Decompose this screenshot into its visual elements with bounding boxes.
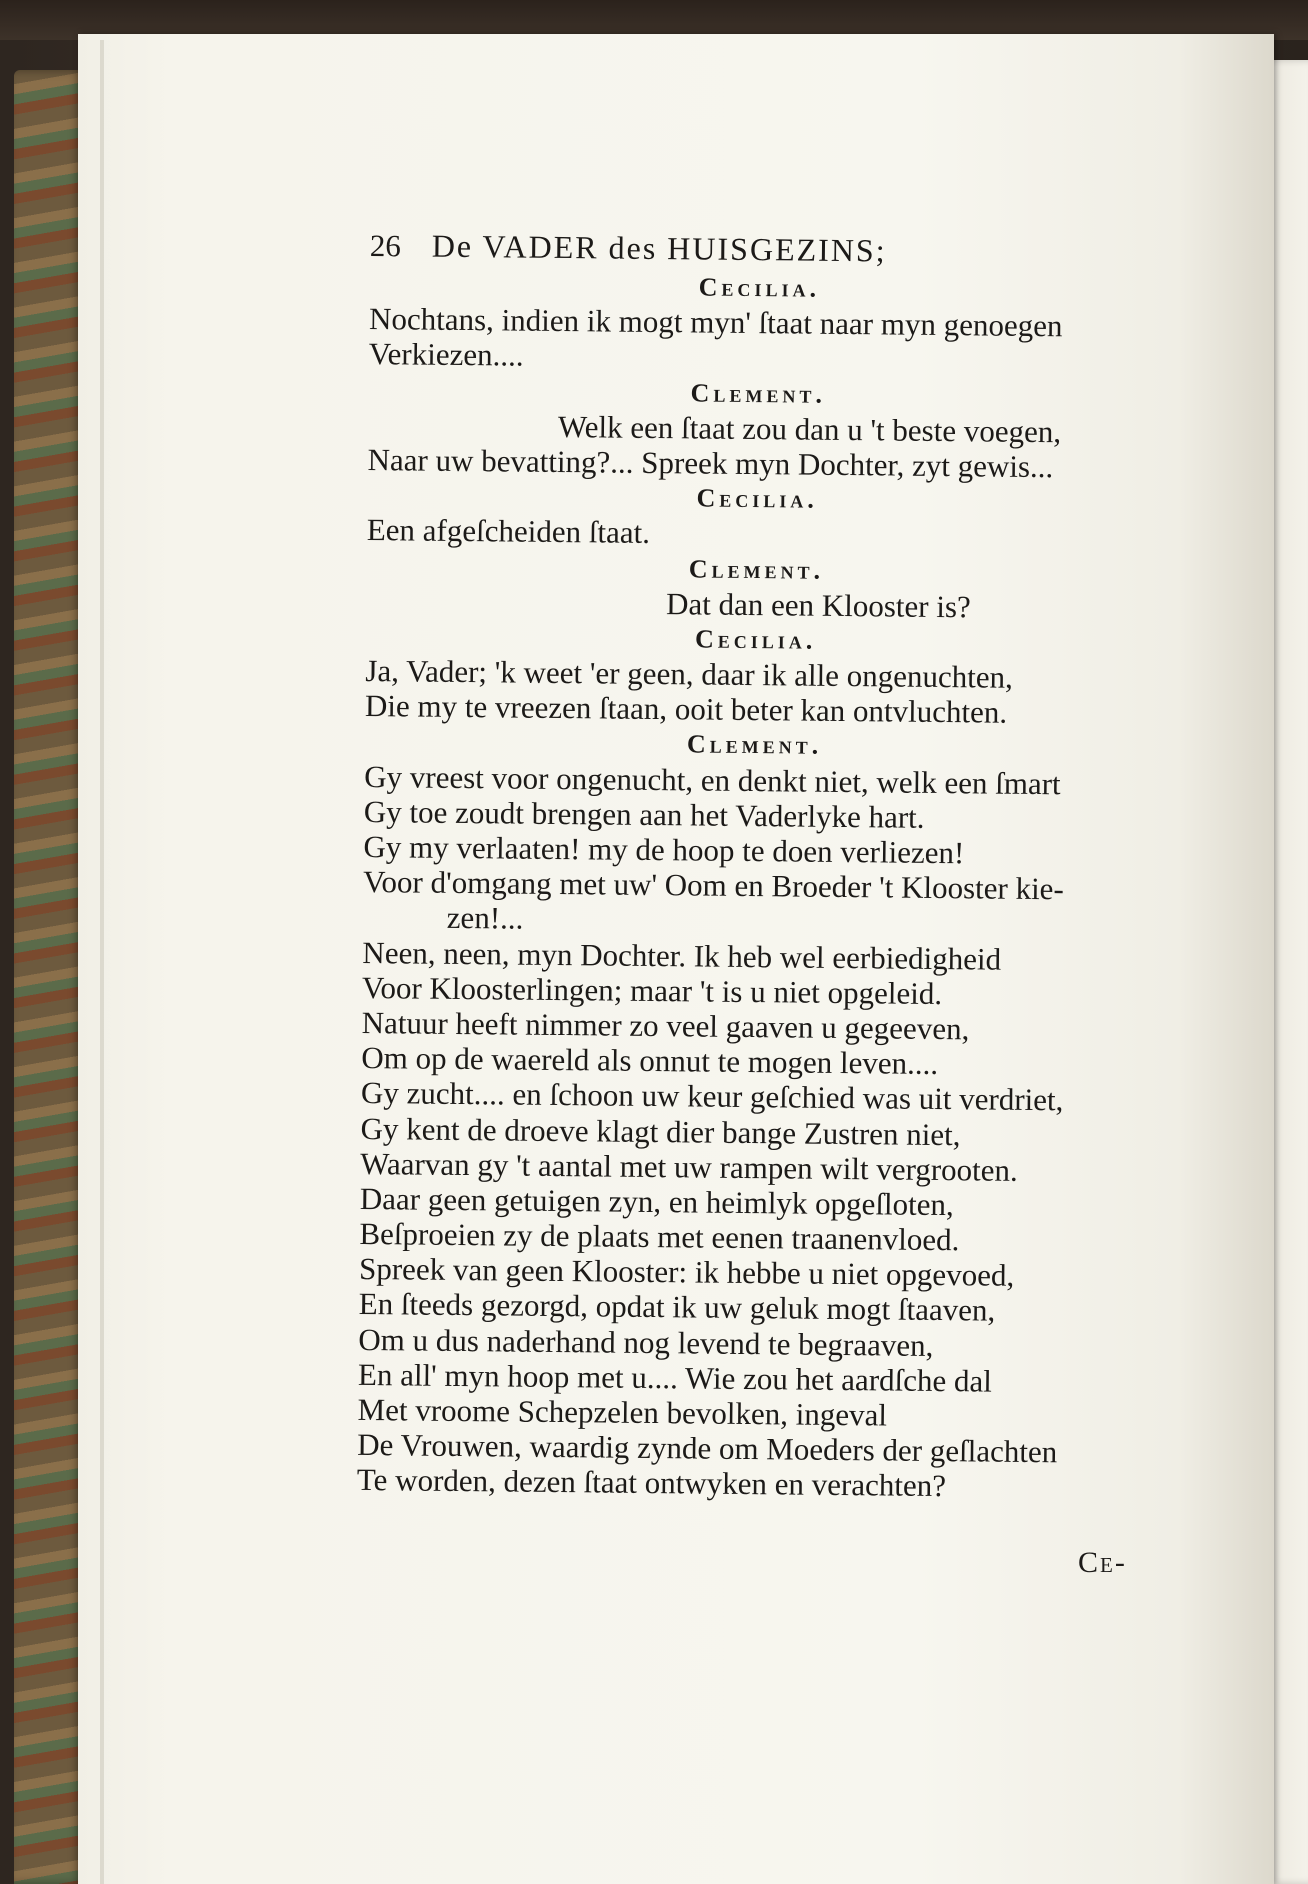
verse-line: Voor Kloosterlingen; maar 't is u niet opgeleid.	[361, 969, 943, 1011]
verse-line: Natuur heeft nimmer zo veel gaaven u gegeeven,	[361, 1004, 970, 1047]
verse-line: Waarvan gy 't aantal met uw rampen wilt vergrooten.	[360, 1145, 1018, 1188]
page-number: 26	[369, 228, 401, 264]
verse-line: Om op de waereld als onnut te mogen leven....	[361, 1040, 939, 1082]
verse-line: Gy zucht.... en ſchoon uw keur geſchied was uit verdriet,	[360, 1075, 1064, 1118]
running-title: De VADER des HUISGEZINS;	[431, 227, 887, 269]
verse-line: zen!...	[446, 900, 524, 937]
catchword: Ce-	[1078, 1546, 1127, 1579]
book-cover-edge	[14, 70, 84, 1884]
verse-line: Daar geen getuigen zyn, en heimlyk opgeſloten,	[359, 1180, 954, 1223]
verse-line: Nochtans, indien ik mogt myn' ſtaat naar myn genoegen	[368, 301, 1063, 344]
verse-line: Om u dus naderhand nog levend te begraaven,	[358, 1321, 934, 1363]
verse-line: Neen, neen, myn Dochter. Ik heb wel eerbiedigheid	[362, 934, 1002, 977]
verse-line: Gy my verlaaten! my de hoop te doen verliezen!	[363, 828, 965, 871]
speaker-name: Clement.	[690, 377, 827, 409]
verse-line: Die my te vreezen ſtaan, ooit beter kan ontvluchten.	[364, 688, 1008, 730]
verse-line: Voor d'omgang met uw' Oom en Broeder 't Klooster kie-	[362, 864, 1064, 907]
verse-line: Met vroome Schepzelen bevolken, ingeval	[357, 1391, 888, 1433]
verse-line: Spreek van geen Klooster: ik hebbe u niet opgevoed,	[358, 1251, 1015, 1294]
verse-line: Gy vreest voor ongenucht, en denkt niet, welk een ſmart	[364, 758, 1061, 801]
verse-line: Beſproeien zy de plaats met eenen traanenvloed.	[359, 1216, 960, 1258]
page-deckle-edge	[100, 40, 104, 1884]
verse-line: Verkiezen....	[368, 336, 524, 373]
verse-line: Ja, Vader; 'k weet 'er geen, daar ik alle ongenuchten,	[365, 653, 1014, 695]
verse-line: De Vrouwen, waardig zynde om Moeders der geſlachten	[357, 1427, 1058, 1470]
verse-line: Dat dan een Klooster is?	[665, 585, 971, 624]
page-text-block	[357, 228, 1150, 1506]
verse-line: Gy kent de droeve klagt dier bange Zustren niet,	[360, 1110, 961, 1152]
speaker-name: Clement.	[688, 553, 825, 585]
verse-line: Welk een ſtaat zou dan u 't beste voegen,	[557, 408, 1062, 449]
verse-line: En all' myn hoop met u.... Wie zou het aardſche dal	[357, 1356, 993, 1399]
speaker-name: Cecilia.	[694, 624, 817, 655]
speaker-name: Cecilia.	[698, 272, 821, 303]
verse-line: Een afgeſcheiden ſtaat.	[366, 512, 651, 551]
verse-line: Naar uw bevatting?... Spreek myn Dochter, zyt gewis...	[367, 441, 1054, 485]
speaker-name: Cecilia.	[696, 483, 818, 514]
verse-line: En ſteeds gezorgd, opdat ik uw geluk mogt ſtaaven,	[358, 1286, 996, 1329]
verse-line: Gy toe zoudt brengen aan het Vaderlyke hart.	[363, 793, 925, 835]
verse-line: Te worden, dezen ſtaat ontwyken en verachten?	[356, 1462, 947, 1504]
speaker-name: Clement.	[686, 729, 823, 761]
